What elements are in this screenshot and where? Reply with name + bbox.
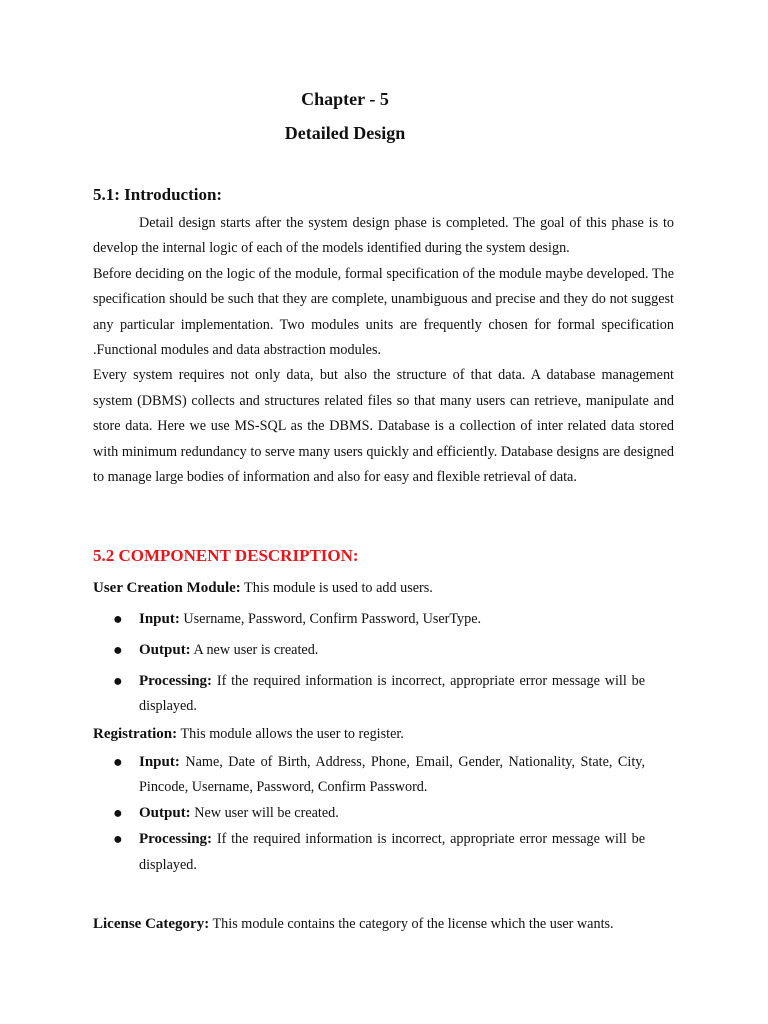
bullet-icon: ●: [113, 754, 123, 771]
user-creation-label: User Creation Module:: [93, 580, 241, 596]
user-creation-text: This module is used to add users.: [240, 580, 433, 596]
list-item: [110, 801, 645, 826]
item-text: Name, Date of Birth, Address, Phone, Email, Gender, Nationality, State, City, Pincode, Username, Password, Confirm Password.: [139, 754, 645, 796]
item-label: Processing:: [139, 831, 213, 848]
user-creation-line: [93, 576, 683, 601]
registration-label: Registration:: [93, 726, 178, 742]
component-heading: 5.2 COMPONENT DESCRIPTION:: [93, 546, 359, 565]
intro-paragraph-3: Every system requires not only data, but also the structure of that data. A database management system (DBMS) collects and structures related files so that many users can retrieve, manipulate and store data. Here we use MS-SQL as the DBMS. Database is a collection of inter related data stored with minimum redundancy to serve many users quickly and efficiently. Database designs are designed to manage large bodies of information and also for easy and flexible retrieval of data.: [93, 367, 674, 486]
bullet-icon: ●: [113, 672, 123, 690]
intro-heading: 5.1: Introduction:: [93, 185, 223, 204]
license-label: License Category:: [93, 916, 210, 932]
item-label: Output:: [139, 641, 191, 658]
registration-line: [93, 722, 683, 747]
chapter-heading: Chapter - 5: [301, 89, 389, 109]
item-text: A new user is created.: [190, 641, 319, 658]
bullet-icon: ●: [113, 831, 123, 849]
item-label: Processing:: [139, 672, 213, 689]
intro-body: [93, 211, 674, 490]
bullet-icon: ●: [113, 641, 123, 659]
chapter-title: Detailed Design: [284, 123, 406, 143]
license-line: [93, 912, 683, 937]
item-text: Username, Password, Confirm Password, UserType.: [179, 611, 482, 627]
registration-list: [110, 750, 645, 879]
bullet-icon: ●: [113, 611, 123, 628]
item-text: New user will be created.: [190, 805, 339, 822]
list-item: [110, 750, 645, 801]
item-label: Output:: [139, 805, 191, 822]
item-label: Input:: [139, 754, 180, 770]
user-creation-list: [110, 607, 645, 725]
license-text: This module contains the category of the license which the user wants.: [209, 916, 614, 932]
item-label: Input:: [139, 611, 180, 627]
item-text: If the required information is incorrect, appropriate error message will be displayed.: [139, 672, 645, 715]
intro-paragraph-2: Before deciding on the logic of the module, formal specification of the module maybe developed. The specification should be such that they are complete, unambiguous and precise and they do not suggest any particular implementation. Two modules units are frequently chosen for formal specification .Functional modules and data abstraction modules.: [93, 265, 674, 359]
list-item: [110, 638, 645, 663]
item-text: If the required information is incorrect, appropriate error message will be displayed.: [139, 831, 645, 873]
list-item: [110, 607, 645, 632]
list-item: [110, 827, 645, 878]
registration-text: This module allows the user to register.: [177, 726, 404, 742]
list-item: [110, 669, 645, 720]
bullet-icon: ●: [113, 805, 123, 823]
intro-paragraph-1: Detail design starts after the system design phase is completed. The goal of this phase is to develop the internal logic of each of the models identified during the system design.: [93, 215, 674, 257]
